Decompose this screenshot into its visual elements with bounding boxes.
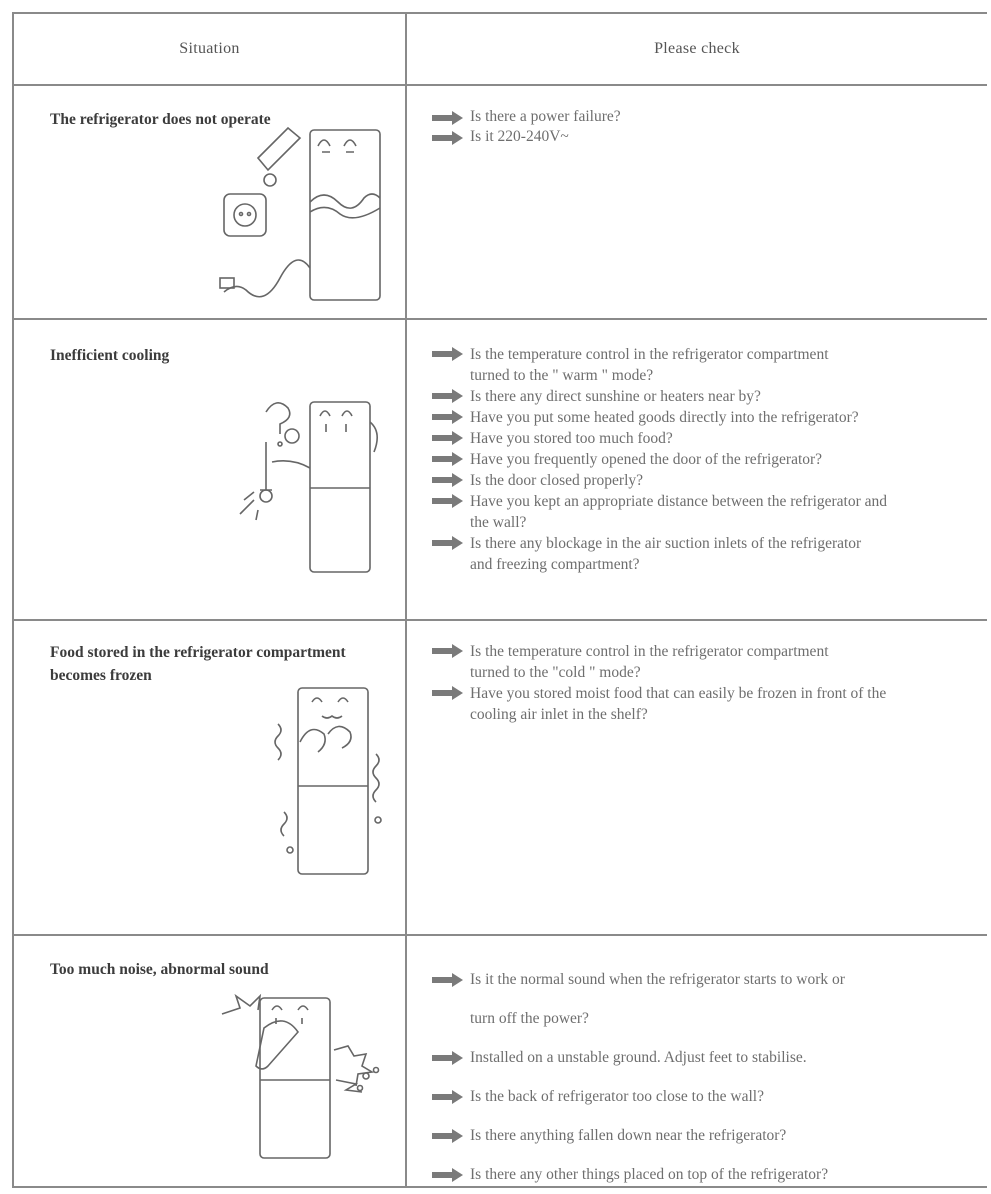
row-divider bbox=[14, 84, 987, 86]
arrow-right-icon bbox=[432, 643, 464, 659]
check-item: Is it 220-240V~ bbox=[432, 128, 987, 146]
arrow-right-icon bbox=[432, 130, 464, 146]
column-divider bbox=[405, 14, 407, 1186]
arrow-right-icon bbox=[432, 535, 464, 551]
arrow-right-icon bbox=[432, 388, 464, 404]
check-item: Is it the normal sound when the refrigerator starts to work or turn off the power? bbox=[432, 960, 987, 1038]
row-divider bbox=[14, 934, 987, 936]
check-list bbox=[432, 960, 987, 1194]
check-item: Have you frequently opened the door of the refrigerator? bbox=[432, 449, 987, 470]
check-list bbox=[432, 108, 987, 146]
check-item: Installed on a unstable ground. Adjust feet to stabilise. bbox=[432, 1038, 987, 1077]
row-divider bbox=[14, 318, 987, 320]
troubleshooting-table bbox=[12, 12, 987, 1188]
check-item: Is there any direct sunshine or heaters near by? bbox=[432, 386, 987, 407]
arrow-right-icon bbox=[432, 1089, 464, 1105]
arrow-right-icon bbox=[432, 493, 464, 509]
arrow-right-icon bbox=[432, 1167, 464, 1183]
arrow-right-icon bbox=[432, 472, 464, 488]
arrow-right-icon bbox=[432, 409, 464, 425]
arrow-right-icon bbox=[432, 1128, 464, 1144]
situation-label: The refrigerator does not operate bbox=[50, 111, 271, 128]
check-item: Have you put some heated goods directly into the refrigerator? bbox=[432, 407, 987, 428]
arrow-right-icon bbox=[432, 451, 464, 467]
fridge-noise-icon bbox=[220, 992, 390, 1162]
arrow-right-icon bbox=[432, 346, 464, 362]
fridge-thermometer-icon bbox=[236, 392, 386, 574]
check-item: Have you kept an appropriate distance between the refrigerator and the wall? bbox=[432, 491, 987, 533]
arrow-right-icon bbox=[432, 430, 464, 446]
check-list bbox=[432, 344, 987, 575]
arrow-right-icon bbox=[432, 110, 464, 126]
check-item: Is the door closed properly? bbox=[432, 470, 987, 491]
check-item: Is there a power failure? bbox=[432, 108, 987, 126]
check-item: Is the temperature control in the refrigerator compartment turned to the " warm " mode? bbox=[432, 344, 987, 386]
situation-label: Too much noise, abnormal sound bbox=[50, 961, 269, 978]
check-item: Is the temperature control in the refrigerator compartment turned to the "cold " mode? bbox=[432, 641, 987, 683]
row-divider bbox=[14, 619, 987, 621]
header-situation: Situation bbox=[179, 40, 240, 57]
fridge-plug-icon bbox=[218, 118, 388, 302]
check-list bbox=[432, 641, 987, 725]
check-item: Have you stored moist food that can easily be frozen in front of the cooling air inlet in the shelf? bbox=[432, 683, 987, 725]
check-item: Is there any blockage in the air suction inlets of the refrigerator and freezing compartment? bbox=[432, 533, 987, 575]
arrow-right-icon bbox=[432, 972, 464, 988]
check-item: Is there anything fallen down near the refrigerator? bbox=[432, 1116, 987, 1155]
check-item: Is the back of refrigerator too close to the wall? bbox=[432, 1077, 987, 1116]
check-item: Have you stored too much food? bbox=[432, 428, 987, 449]
situation-label: Food stored in the refrigerator compartment becomes frozen bbox=[50, 644, 346, 684]
fridge-shivering-icon bbox=[264, 682, 394, 878]
arrow-right-icon bbox=[432, 685, 464, 701]
situation-label: Inefficient cooling bbox=[50, 347, 170, 364]
header-please-check: Please check bbox=[654, 40, 740, 57]
arrow-right-icon bbox=[432, 1050, 464, 1066]
check-item: Is there any other things placed on top of the refrigerator? bbox=[432, 1155, 987, 1194]
